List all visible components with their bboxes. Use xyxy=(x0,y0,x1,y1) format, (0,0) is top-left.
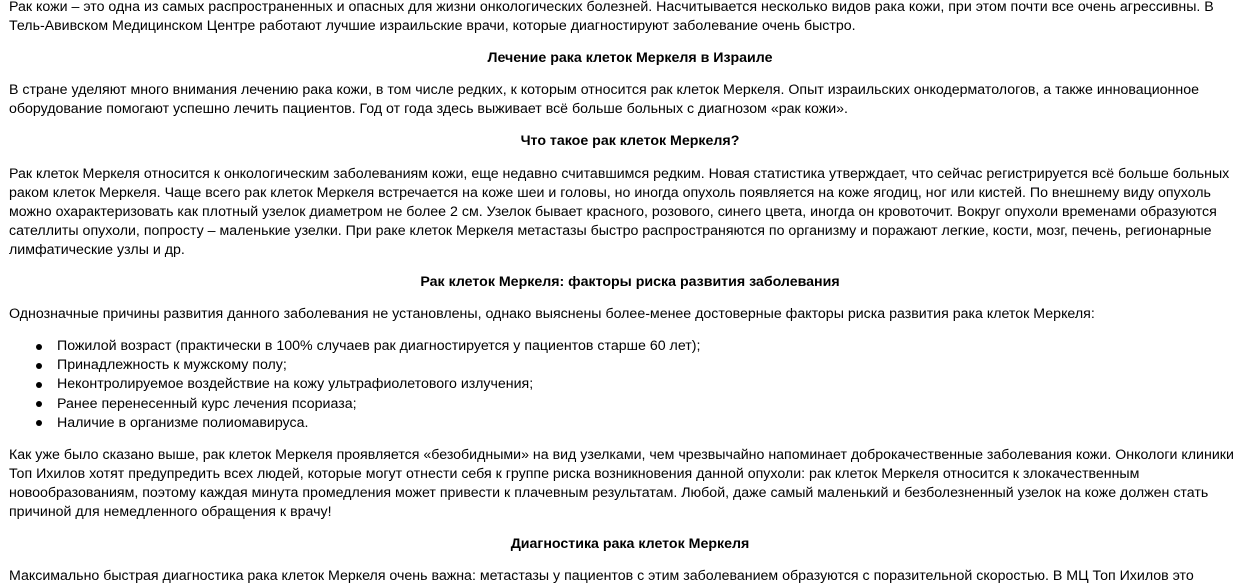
bullet-icon xyxy=(36,401,42,407)
list-item: Принадлежность к мужскому полу; xyxy=(57,356,1251,375)
bullet-icon xyxy=(36,420,42,426)
list-item: Ранее перенесенный курс лечения псориаза; xyxy=(57,395,1251,414)
paragraph-risk-factors: Однозначные причины развития данного заболевания не установлены, однако выяснены более-менее достоверные факторы риска развития рака клеток Меркеля: xyxy=(9,306,1095,323)
heading-treatment: Лечение рака клеток Меркеля в Израиле xyxy=(487,50,773,67)
risk-factors-list xyxy=(9,337,1251,432)
bullet-icon xyxy=(36,363,42,369)
intro-paragraph: Рак кожи – это одна из самых распространенных и опасных для жизни онкологических болезней. Насчитывается несколько видов рака кожи, при этом почти все очень агрессивны. В Тель-Авивском Медицинском Центре работают лучшие израильские врачи, которые диагностируют заболевание очень быстро. xyxy=(9,0,1214,35)
paragraph-diagnostics: Максимально быстрая диагностика рака клеток Меркеля очень важна: метастазы у пациентов с этим заболеванием образуются с поразительной скоростью. В МЦ Топ Ихилов это xyxy=(9,568,1194,585)
bullet-icon xyxy=(36,382,42,388)
list-item: Неконтролируемое воздействие на кожу ультрафиолетового излучения; xyxy=(57,375,1251,394)
bullet-icon xyxy=(36,344,42,350)
article xyxy=(9,0,1251,586)
heading-diagnostics: Диагностика рака клеток Меркеля xyxy=(510,536,750,553)
heading-risk-factors: Рак клеток Меркеля: факторы риска развития заболевания xyxy=(420,274,840,291)
paragraph-treatment: В стране уделяют много внимания лечению рака кожи, в том числе редких, к которым относится рак клеток Меркеля. Опыт израильских онкодерматологов, а также инновационное оборудование помогают успешно лечить пациентов. Год от года здесь выживает всё больше больных с диагнозом «рак кожи». xyxy=(9,82,1200,118)
heading-what-is: Что такое рак клеток Меркеля? xyxy=(520,133,740,150)
paragraph-what-is: Рак клеток Меркеля относится к онкологическим заболеваниям кожи, еще недавно считавшимся редким. Новая статистика утверждает, что сейчас регистрируется всё больше больных раком клеток Меркеля. Чаще всего рак клеток Меркеля встречается на коже шеи и головы, но иногда опухоль появляется на коже ягодиц, ног или кистей. По внешнему виду опухоль можно охарактеризовать как плотный узелок диаметром не более 2 см. Узелок бывает красного, розового, синего цвета, иногда он кровоточит. Вокруг опухоли временами образуются сателлиты опухоли, попросту – маленькие узелки. При раке клеток Меркеля метастазы быстро распространяются по организму и поражают легкие, кости, мозг, печень, регионарные лимфатические узлы и др. xyxy=(9,165,1230,258)
paragraph-warning: Как уже было сказано выше, рак клеток Меркеля проявляется «безобидными» на вид узелками, чем чрезвычайно напоминает доброкачественные заболевания кожи. Онкологи клиники Топ Ихилов хотят предупредить всех людей, которые могут отнести себя к группе риска возникновения данной опухоли: рак клеток Меркеля относится к злокачественным новообразованиям, поэтому каждая минута промедления может привести к плачевным результатам. Любой, даже самый маленький и безболезненный узелок на коже должен стать причиной для немедленного обращения к врачу! xyxy=(9,446,1234,520)
list-item: Пожилой возраст (практически в 100% случаев рак диагностируется у пациентов старше 60 лет); xyxy=(57,337,1251,356)
list-item: Наличие в организме полиомавируса. xyxy=(57,414,1251,433)
